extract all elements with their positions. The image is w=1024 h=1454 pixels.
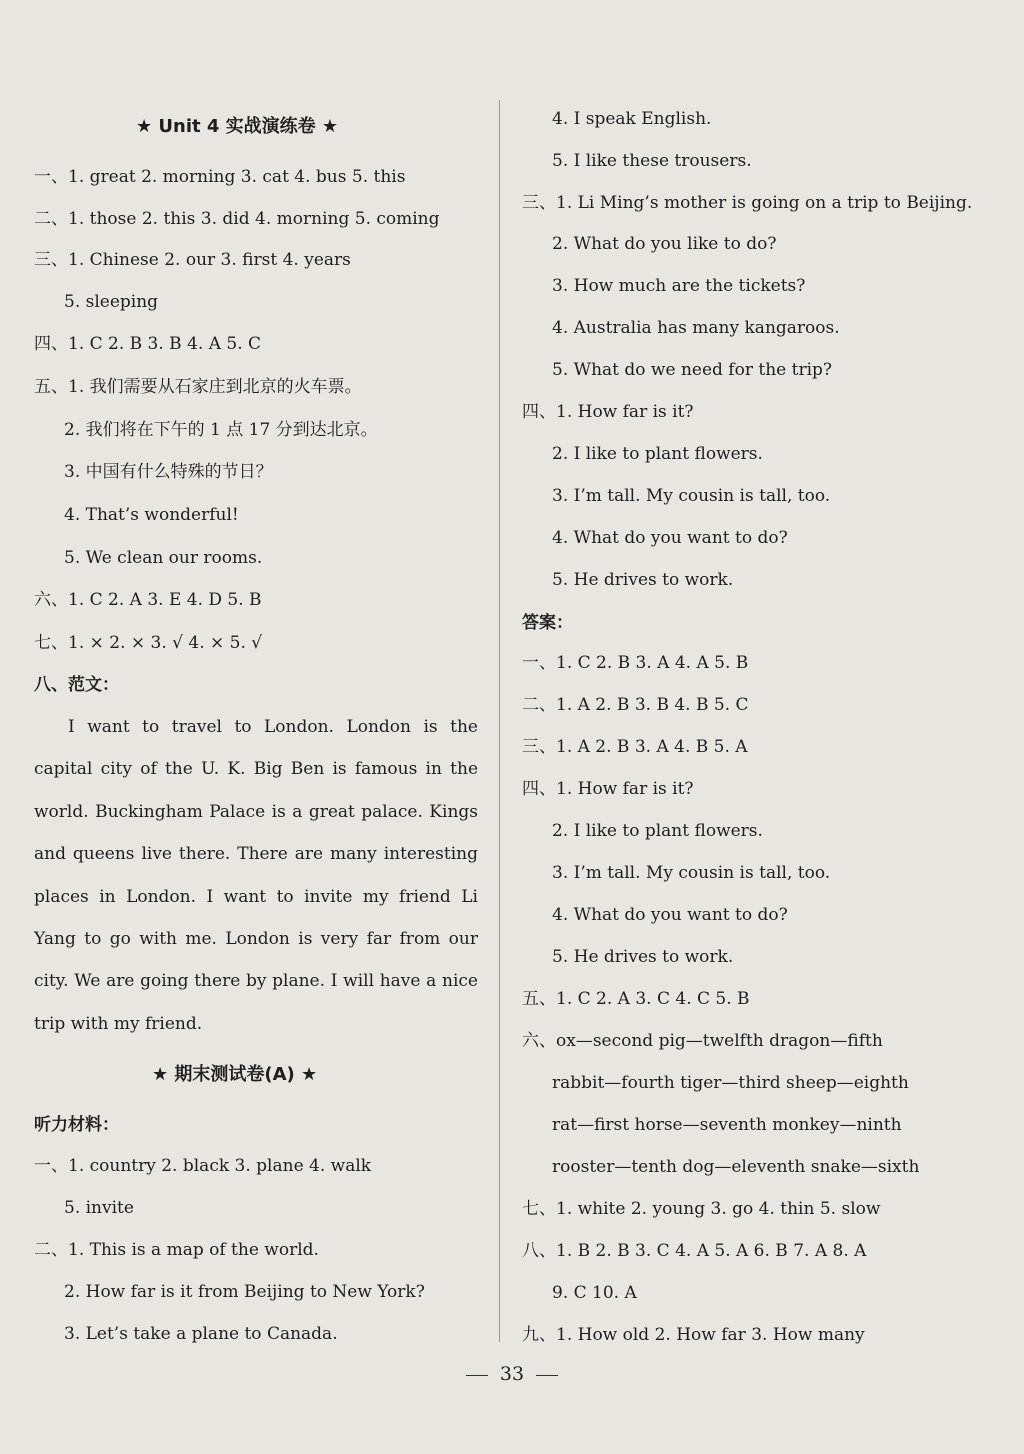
answer-6-4: rooster—tenth dog—eleventh snake—sixth <box>552 1157 920 1177</box>
final-title: ★ 期末测试卷(A) ★ <box>152 1064 318 1085</box>
listening-4-4: 4. What do you want to do? <box>552 528 788 548</box>
listening-3-2: 2. What do you like to do? <box>552 234 777 254</box>
page-number: 33 <box>499 1363 525 1385</box>
answer-6-3: rat—first horse—seventh monkey—ninth <box>552 1115 902 1135</box>
listening-2-5: 5. I like these trousers. <box>552 151 752 171</box>
answer-6-2: rabbit—fourth tiger—third sheep—eighth <box>552 1073 909 1093</box>
unit4-section-5: 五、1. 我们需要从石家庄到北京的火车票。 <box>34 377 362 397</box>
listening-label: 听力材料： <box>34 1115 119 1135</box>
essay <box>34 706 478 1045</box>
listening-4-5: 5. He drives to work. <box>552 570 734 590</box>
dash-left <box>466 1375 488 1376</box>
listening-2: 二、1. This is a map of the world. <box>34 1240 319 1260</box>
answer-8-2: 9. C 10. A <box>552 1283 637 1303</box>
unit4-section-3: 三、1. Chinese 2. our 3. first 4. years <box>34 250 351 270</box>
answer-4-5: 5. He drives to work. <box>552 947 734 967</box>
answer-4: 四、1. How far is it? <box>522 779 694 799</box>
answer-7: 七、1. white 2. young 3. go 4. thin 5. slow <box>522 1199 881 1219</box>
listening-1b: 5. invite <box>64 1198 134 1218</box>
answer-8: 八、1. B 2. B 3. C 4. A 5. A 6. B 7. A 8. A <box>522 1241 867 1261</box>
column-divider <box>499 100 500 1342</box>
answer-4-4: 4. What do you want to do? <box>552 905 788 925</box>
unit4-section-5-2: 2. 我们将在下午的 1 点 17 分到达北京。 <box>64 420 378 440</box>
unit4-section-5-4: 4. That’s wonderful! <box>64 505 239 525</box>
answer-2: 二、1. A 2. B 3. B 4. B 5. C <box>522 695 749 715</box>
unit4-section-5-3: 3. 中国有什么特殊的节日？ <box>64 462 273 482</box>
answer-4-2: 2. I like to plant flowers. <box>552 821 763 841</box>
unit4-title: ★ Unit 4 实战演练卷 ★ <box>136 116 339 137</box>
listening-3-3: 3. How much are the tickets? <box>552 276 806 296</box>
dash-right <box>536 1375 558 1376</box>
answer-4-3: 3. I’m tall. My cousin is tall, too. <box>552 863 831 883</box>
essay-text: I want to travel to London. London is the capital city of the U. K. Big Ben is famous in the world. Buckingham Palace is a great palace. Kings and queens live there. There are many interesting places in London. I want to invite my friend Li Yang to go with me. London is very far from our city. We are going there by plane. I will have a nice trip with my friend. <box>34 717 478 1034</box>
listening-3-5: 5. What do we need for the trip? <box>552 360 833 380</box>
listening-4: 四、1. How far is it? <box>522 402 694 422</box>
unit4-section-6: 六、1. C 2. A 3. E 4. D 5. B <box>34 590 262 610</box>
listening-4-3: 3. I’m tall. My cousin is tall, too. <box>552 486 831 506</box>
listening-2-3: 3. Let’s take a plane to Canada. <box>64 1324 338 1344</box>
listening-4-2: 2. I like to plant flowers. <box>552 444 763 464</box>
answer-1: 一、1. C 2. B 3. A 4. A 5. B <box>522 653 749 673</box>
unit4-section-7: 七、1. × 2. × 3. √ 4. × 5. √ <box>34 633 263 653</box>
answer-9: 九、1. How old 2. How far 3. How many <box>522 1325 865 1345</box>
answer-3: 三、1. A 2. B 3. A 4. B 5. A <box>522 737 748 757</box>
unit4-section-4: 四、1. C 2. B 3. B 4. A 5. C <box>34 334 262 354</box>
listening-2-2: 2. How far is it from Beijing to New York? <box>64 1282 425 1302</box>
unit4-section-1: 一、1. great 2. morning 3. cat 4. bus 5. this <box>34 167 406 187</box>
unit4-section-3b: 5. sleeping <box>64 292 159 312</box>
listening-2-4: 4. I speak English. <box>552 109 712 129</box>
listening-1: 一、1. country 2. black 3. plane 4. walk <box>34 1156 372 1176</box>
answers-label: 答案： <box>522 613 573 633</box>
answer-6: 六、ox—second pig—twelfth dragon—fifth <box>522 1031 883 1051</box>
answer-5: 五、1. C 2. A 3. C 4. C 5. B <box>522 989 750 1009</box>
listening-3-4: 4. Australia has many kangaroos. <box>552 318 840 338</box>
unit4-section-2: 二、1. those 2. this 3. did 4. morning 5. coming <box>34 209 440 229</box>
unit4-section-5-5: 5. We clean our rooms. <box>64 548 263 568</box>
unit4-section-8: 八、范文： <box>34 675 119 695</box>
listening-3: 三、1. Li Ming’s mother is going on a trip to Beijing. <box>522 193 973 213</box>
page-number-footer <box>0 1362 1024 1386</box>
